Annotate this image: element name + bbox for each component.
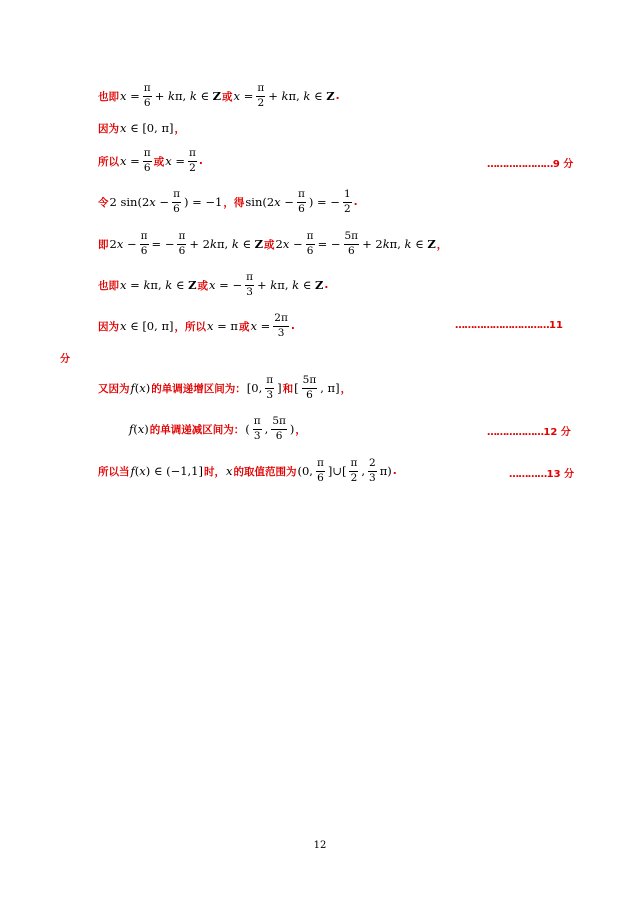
text-suoyi: ，所以	[174, 320, 206, 333]
score-mark-13: …………13 分	[509, 469, 575, 480]
solution-line-2: 因为 x ∈ [0, π] ，	[98, 121, 185, 135]
fraction-2-over-3: $\frac{2}{3}$	[369, 457, 376, 484]
text-ji: 即	[98, 238, 109, 251]
text-comma: ，	[436, 238, 448, 251]
score-mark-9: …………………9 分	[487, 159, 574, 170]
text-huo: 或	[239, 320, 250, 333]
text-yinwei: 因为	[98, 122, 119, 135]
fraction-pi-over-2: $\frac{\pi}{2}$	[350, 457, 358, 484]
fraction-pi-over-3: $\frac{\pi}{3}$	[266, 374, 274, 401]
solution-line-10: 所以当 f(x) ∈ (−1,1] 时， x 的取值范围为 (0, $\frac{\pi}{6}$ ]∪[ $\frac{\pi}{2}$ , $\frac{2}{3}$ π) .	[98, 457, 397, 484]
text-huo: 或	[197, 279, 208, 292]
text-suoyidang: 所以当	[98, 465, 130, 478]
fraction-pi-over-6: $\frac{\pi}{6}$	[143, 82, 151, 109]
fraction-2pi-over-3: $\frac{2\pi}{3}$	[274, 312, 288, 339]
text-huo: 或	[153, 155, 165, 168]
solution-line-6: 也即 x = kπ, k ∈ Z 或 x = − $\frac{\pi}{3}$ + kπ, k ∈ Z .	[98, 271, 329, 298]
text-period: .	[335, 90, 340, 102]
text-comma: ，	[174, 122, 185, 135]
text-huo: 或	[264, 238, 275, 251]
fraction-pi-over-2: $\frac{\pi}{2}$	[257, 82, 265, 109]
text-suoyi: 所以	[98, 155, 119, 168]
text-comma: ，	[340, 382, 352, 395]
text-decreasing-interval: 的单调递减区间为：	[149, 423, 245, 436]
text-period: .	[290, 320, 295, 332]
fraction-5pi-over-6: $\frac{5\pi}{6}$	[272, 415, 286, 442]
score-mark-11: …………………………11	[455, 320, 563, 331]
text-yeji: 也即	[98, 279, 119, 292]
fraction-pi-over-3: $\frac{\pi}{3}$	[246, 271, 253, 298]
score-mark-12: ………………12 分	[487, 427, 571, 438]
solution-line-5: 即 2x − $\frac{\pi}{6}$ = − $\frac{\pi}{6}$ + 2kπ, k ∈ Z 或 2x − $\frac{\pi}{6}$ = − $\frac{5\pi}{6}$ + 2kπ, k ∈ Z ，	[98, 230, 448, 257]
text-comma: ，	[295, 423, 306, 436]
text-huo: 或	[222, 90, 233, 103]
fraction-1-over-2: $\frac{1}{2}$	[343, 188, 351, 215]
text-period: .	[353, 196, 358, 208]
text-shi: 时，	[203, 465, 225, 478]
fraction-5pi-over-6: $\frac{5\pi}{6}$	[344, 230, 359, 257]
solution-line-1: 也即 x = $\frac{\pi}{6}$ + kπ, k ∈ Z 或 x = $\frac{\pi}{2}$ + kπ, k ∈ Z .	[98, 82, 340, 109]
solution-line-9: f(x) 的单调递减区间为： ( $\frac{\pi}{3}$ , $\frac{5\pi}{6}$ ) ，	[129, 415, 306, 442]
fraction-pi-over-6: $\frac{\pi}{6}$	[297, 188, 305, 215]
text-youyinwei: 又因为	[98, 382, 130, 395]
fraction-pi-over-6: $\frac{\pi}{6}$	[306, 230, 314, 257]
text-ling: 令	[98, 196, 109, 209]
text-yinwei: 因为	[98, 320, 119, 333]
fraction-pi-over-6: $\frac{\pi}{6}$	[140, 230, 148, 257]
solution-line-7: 因为 x ∈ [0, π] ，所以 x = π 或 x = $\frac{2\pi}{3}$ .	[98, 312, 295, 339]
fraction-5pi-over-6: $\frac{5\pi}{6}$	[302, 374, 317, 401]
fraction-pi-over-2: $\frac{\pi}{2}$	[189, 147, 196, 174]
text-he: 和	[282, 382, 294, 395]
text-period: .	[392, 465, 397, 477]
fraction-pi-over-6: $\frac{\pi}{6}$	[173, 188, 180, 215]
text-value-range: 的取值范围为	[233, 465, 297, 478]
solution-line-3: 所以 x = $\frac{\pi}{6}$ 或 x = $\frac{\pi}{2}$ .	[98, 147, 203, 174]
fraction-pi-over-6: $\frac{\pi}{6}$	[143, 147, 151, 174]
text-period: .	[198, 155, 203, 167]
fraction-pi-over-3: $\frac{\pi}{3}$	[253, 415, 261, 442]
score-wrap-fen: 分	[60, 354, 70, 365]
text-yeji: 也即	[98, 90, 119, 103]
fraction-pi-over-6: $\frac{\pi}{6}$	[316, 457, 324, 484]
page-number: 12	[313, 840, 327, 851]
solution-line-8: 又因为 f(x) 的单调递增区间为： [0, $\frac{\pi}{3}$ ] 和 [ $\frac{5\pi}{6}$ , π] ，	[98, 374, 352, 401]
text-de: ，得	[223, 196, 245, 209]
text-period: .	[324, 279, 329, 291]
fraction-pi-over-6: $\frac{\pi}{6}$	[178, 230, 186, 257]
solution-line-4: 令 2 sin(2x − $\frac{\pi}{6}$ ) = −1 ，得 sin(2x − $\frac{\pi}{6}$ ) = − $\frac{1}{2}$ .	[98, 188, 358, 215]
text-increasing-interval: 的单调递增区间为：	[151, 382, 246, 395]
